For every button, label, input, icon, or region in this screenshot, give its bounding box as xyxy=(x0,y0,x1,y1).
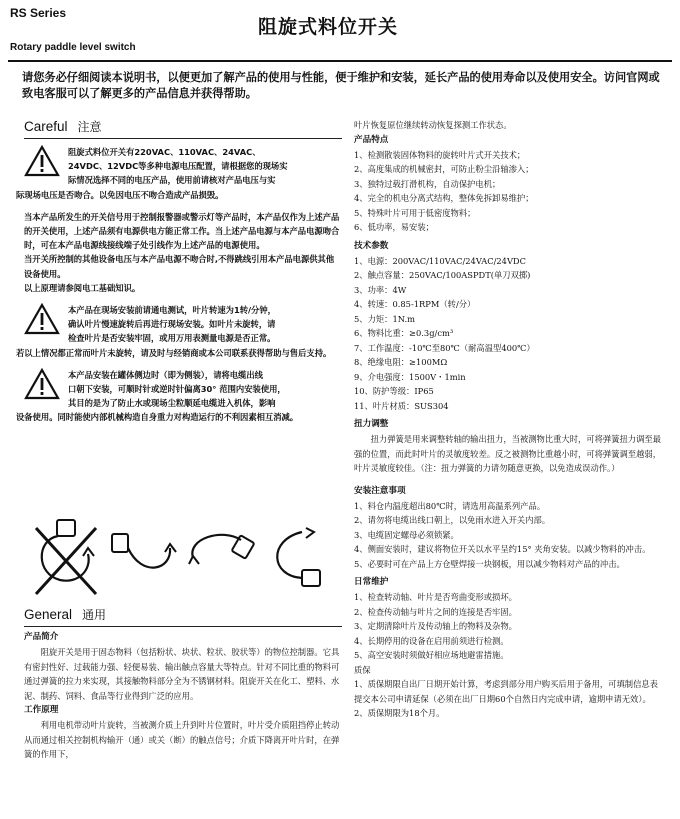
work-principle-continued: 叶片恢复原位继续转动恢复探测工作状态。 xyxy=(354,120,512,130)
series-label: RS Series xyxy=(10,6,67,20)
torque-text: 扭力弹簧是用来调整转轴的输出扭力，当被测物比重大时，可将弹簧扭力调至最强的位置，而此时叶片的灵敏度较差。反之被测物比重越小时，可将弹簧调至越弱，叶片灵敏度较佳。（注：扭力弹簧的力请勿随意更换，以免造成误动作。） xyxy=(354,434,661,473)
list-item: 4、长期停用的设备在启用前须进行检测。 xyxy=(354,635,509,646)
torque-heading: 扭力调整 xyxy=(354,419,389,429)
warning-triangle-icon xyxy=(24,303,68,346)
list-item: 3、独特过载打滑机构，自动保护电机； xyxy=(354,178,501,189)
list-item: 5、特殊叶片可用于低密度物料； xyxy=(354,207,476,218)
intro-paragraph: 请您务必仔细阅读本说明书，以便更加了解产品的使用与性能，便于维护和安装，延长产品的使用寿命以及使用安全。访问官网或致电客服可以了解更多的产品信息并获得帮助。 xyxy=(22,71,660,100)
warning-voltage-line: 际情况选择不同的电压产品，使用前请核对产品电压与实 xyxy=(68,175,276,186)
warranty-heading: 质保 xyxy=(354,664,371,675)
list-item: 1、电源：200VAC/110VAC/24VAC/24VDC xyxy=(354,255,526,266)
work-principle-text: 利用电机带动叶片旋转，当被测介质上升到叶片位置时，叶片受介质阻挡停止转动从而通过相关控制机构输开（通）或关（断）的触点信号；介质下降离开叶片时，在弹簧的作用下， xyxy=(24,720,340,759)
general-heading-en: General xyxy=(24,607,73,622)
list-item: 8、绝缘电阻：≥100MΩ xyxy=(354,357,448,367)
list-item: 2、质保期限为18个月。 xyxy=(354,708,445,718)
right-column xyxy=(354,118,666,721)
general-section xyxy=(24,606,342,762)
careful-heading xyxy=(24,118,342,135)
warning-mount-tail: 设备使用。同时能使内部机械构造自身重力对构造运行的不利因素相互消减。 xyxy=(16,412,299,423)
warning-voltage xyxy=(24,145,342,188)
general-heading-cn: 通用 xyxy=(82,608,107,622)
warning-triangle-icon xyxy=(24,368,68,411)
warning-mount-line: 口朝下安装，可顺时针或逆时针偏离30° 范围内安装使用， xyxy=(68,384,286,395)
maintenance-heading: 日常维护 xyxy=(354,577,389,587)
warning-mount xyxy=(24,368,342,411)
list-item: 6、物料比重：≥0.3g/cm³ xyxy=(354,328,454,338)
list-item: 3、电缆固定螺母必须锁紧。 xyxy=(354,529,459,540)
product-subtitle-en: Rotary paddle level switch xyxy=(10,42,136,53)
work-principle-heading: 工作原理 xyxy=(24,705,59,715)
maintenance-list xyxy=(354,590,666,663)
product-intro-heading: 产品简介 xyxy=(24,632,59,642)
warning-test-line: 确认叶片慢速旋转后再进行现场安装。如叶片未旋转，请 xyxy=(68,319,276,330)
install-list xyxy=(354,499,666,572)
header-divider xyxy=(8,60,672,62)
list-item: 4、完全的机电分离式结构，整体免拆卸易维护； xyxy=(354,193,534,203)
careful-heading-en: Careful xyxy=(24,119,68,134)
tech-params-list xyxy=(354,254,666,414)
general-divider xyxy=(24,626,342,627)
product-intro-text: 阻旋开关是用于固态物料（包括粉状、块状、粒状、胶状等）的物位控制器。它具有密封性好、过载能力强、轻便易装、输出触点容量大等特点。针对不同比重的物料可通过弹簧的拉力来实现，其接触物料部分全为不锈钢材料。阻旋开关在化工、塑料、水泥、制药、饲料、食品等行业得到广泛的应用。 xyxy=(24,647,340,701)
jumper-paragraph: 当开关所控制的其他设备电压与本产品电源不吻合时,不得跳线引用本产品电源供其他设备使用。 xyxy=(24,254,335,279)
warning-voltage-line: 24VDC、12VDC等多种电源电压配置，请根据您的现场实 xyxy=(68,161,288,172)
list-item: 6、低功率，易安装； xyxy=(354,222,434,232)
warning-mount-line: 其目的是为了防止水或现场尘粒顺延电缆进入机体，影响 xyxy=(68,398,276,409)
warning-triangle-icon xyxy=(24,145,68,188)
features-heading: 产品特点 xyxy=(354,134,389,145)
tilt-down-mount-icon xyxy=(262,518,334,598)
list-item: 3、定期清除叶片及传动轴上的物料及杂物。 xyxy=(354,621,517,631)
list-item: 10、防护等级：IP65 xyxy=(354,386,434,396)
list-item: 7、工作温度：-10℃至80℃（耐高温型400℃） xyxy=(354,342,535,353)
left-column xyxy=(16,118,342,425)
list-item: 2、检查传动轴与叶片之间的连接是否牢固。 xyxy=(354,606,517,617)
warning-test-line: 检查叶片是否安装牢固，或用万用表测量电源是否正常。 xyxy=(68,333,276,344)
tilt-left-mount-icon xyxy=(108,518,180,598)
list-item: 5、必要时可在产品上方仓壁焊接一块钢板，用以减少物料对产品的冲击。 xyxy=(354,558,625,569)
general-heading xyxy=(24,606,342,623)
tilt-right-mount-icon xyxy=(185,518,257,598)
warning-test-tail: 若以上情况都正常而叶片未旋转，请及时与经销商或本公司联系获得帮助与售后支持。 xyxy=(16,347,332,358)
list-item: 1、质保期限自出厂日期开始计算，考虑到部分用户购买后用于备用，可填制信息表提交本公司申请延保（必须在出厂日期60个自然日内完成申请，逾期申请无效）。 xyxy=(354,679,658,704)
list-item: 1、料仓内温度超出80℃时，请选用高温系列产品。 xyxy=(354,500,546,511)
reference-paragraph: 以上原理请参阅电工基础知识。 xyxy=(24,282,141,293)
mount-orientation-icons xyxy=(30,518,335,598)
tech-params-heading: 技术参数 xyxy=(354,240,389,251)
list-item: 9、介电强度：1500V・1min xyxy=(354,371,466,382)
warning-voltage-line: 阻旋式料位开关有220VAC、110VAC、24VAC、 xyxy=(68,147,261,157)
careful-divider xyxy=(24,138,342,139)
careful-heading-cn: 注意 xyxy=(77,120,102,134)
list-item: 5、高空安装时须做好相应场地避雷措施。 xyxy=(354,650,509,660)
warning-test xyxy=(24,303,342,346)
list-item: 4、转速：0.85-1RPM（转/分） xyxy=(354,299,476,309)
warranty-list xyxy=(354,677,666,721)
wrong-mount-icon xyxy=(30,518,102,598)
install-heading: 安装注意事项 xyxy=(354,485,406,496)
list-item: 1、检查转动轴、叶片是否弯曲变形或损坏。 xyxy=(354,592,517,602)
warning-test-line: 本产品在现场安装前请通电测试，叶片转速为1转/分钟， xyxy=(68,305,276,316)
list-item: 11、叶片材质：SUS304 xyxy=(354,400,449,411)
list-item: 1、检测散装固体物料的旋转叶片式开关技术； xyxy=(354,149,526,160)
list-item: 2、高度集成的机械密封，可防止粉尘沿轴渗入； xyxy=(354,164,534,174)
signal-paragraph: 当本产品所发生的开关信号用于控制报警器或警示灯等产品时，本产品仅作为上述产品的开关使用，上述产品须有电源供电方能正常工作。当上述产品电源与本产品电源吻合时，可在本产品电源线接线端子处引线作为上述产品的电源使用。 xyxy=(24,211,340,251)
warning-voltage-tail: 际现场电压是否吻合。以免因电压不吻合造成产品损毁。 xyxy=(16,189,224,200)
page-title: 阻旋式料位开关 xyxy=(258,16,399,38)
list-item: 4、侧面安装时，建议将物位开关以水平呈约15° 夹角安装。以减少物料的冲击。 xyxy=(354,544,651,554)
features-list xyxy=(354,148,666,235)
list-item: 3、功率：4W xyxy=(354,284,407,295)
warning-mount-line: 本产品安装在罐体侧边时（即为侧装），请将电缆出线 xyxy=(68,369,263,380)
list-item: 5、力矩：1N.m xyxy=(354,313,415,324)
list-item: 2、请勿将电缆出线口朝上，以免雨水进入开关内部。 xyxy=(354,515,551,525)
list-item: 2、触点容量：250VAC/100ASPDT(单刀双掷) xyxy=(354,270,531,280)
